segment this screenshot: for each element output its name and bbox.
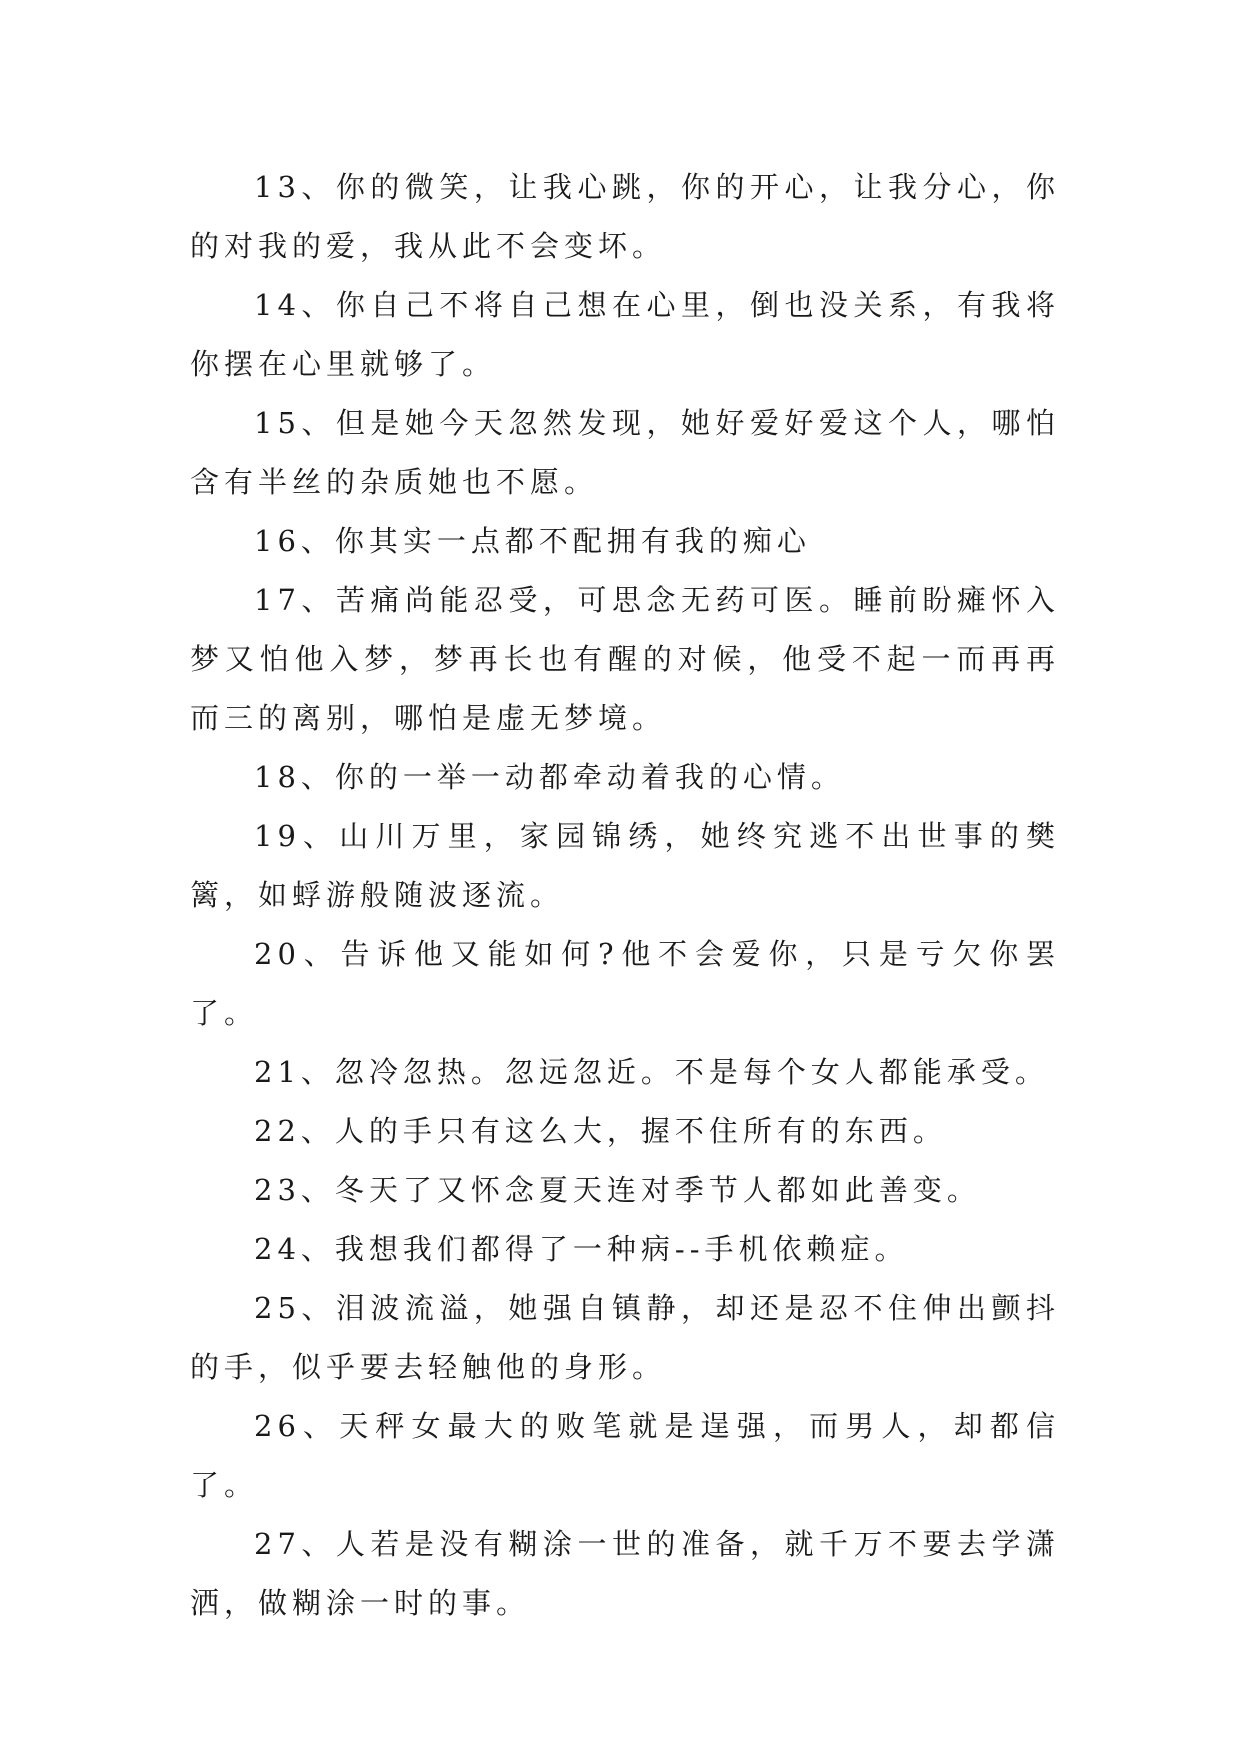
paragraph-24: 24、我想我们都得了一种病--手机依赖症。 — [254, 1232, 909, 1266]
document-body — [190, 158, 1060, 1633]
paragraph-23: 23、冬天了又怀念夏天连对季节人都如此善变。 — [254, 1173, 981, 1207]
paragraph-27: 27、人若是没有糊涂一世的准备，就千万不要去学潇洒，做糊涂一时的事。 — [190, 1527, 1060, 1620]
paragraph-21: 21、忽冷忽热。忽远忽近。不是每个女人都能承受。 — [254, 1055, 1049, 1089]
paragraph-26: 26、天秤女最大的败笔就是逞强，而男人，却都信了。 — [190, 1409, 1060, 1502]
paragraph-13: 13、你的微笑，让我心跳，你的开心，让我分心，你的对我的爱，我从此不会变坏。 — [190, 170, 1060, 263]
paragraph-16: 16、你其实一点都不配拥有我的痴心 — [254, 524, 811, 558]
paragraph-17: 17、苦痛尚能忍受，可思念无药可医。睡前盼瘫怀入梦又怕他入梦，梦再长也有醒的对候，他受不起一而再再而三的离别，哪怕是虚无梦境。 — [190, 583, 1060, 735]
paragraph-22: 22、人的手只有这么大，握不住所有的东西。 — [254, 1114, 947, 1148]
paragraph-15: 15、但是她今天忽然发现，她好爱好爱这个人，哪怕含有半丝的杂质她也不愿。 — [190, 406, 1060, 499]
paragraph-14: 14、你自己不将自己想在心里，倒也没关系，有我将你摆在心里就够了。 — [190, 288, 1060, 381]
paragraph-19: 19、山川万里，家园锦绣，她终究逃不出世事的樊篱，如蜉游般随波逐流。 — [190, 819, 1060, 912]
paragraph-20: 20、告诉他又能如何?他不会爱你，只是亏欠你罢了。 — [190, 937, 1060, 1030]
paragraph-25: 25、泪波流溢，她强自镇静，却还是忍不住伸出颤抖的手，似乎要去轻触他的身形。 — [190, 1291, 1060, 1384]
paragraph-18: 18、你的一举一动都牵动着我的心情。 — [254, 760, 845, 794]
